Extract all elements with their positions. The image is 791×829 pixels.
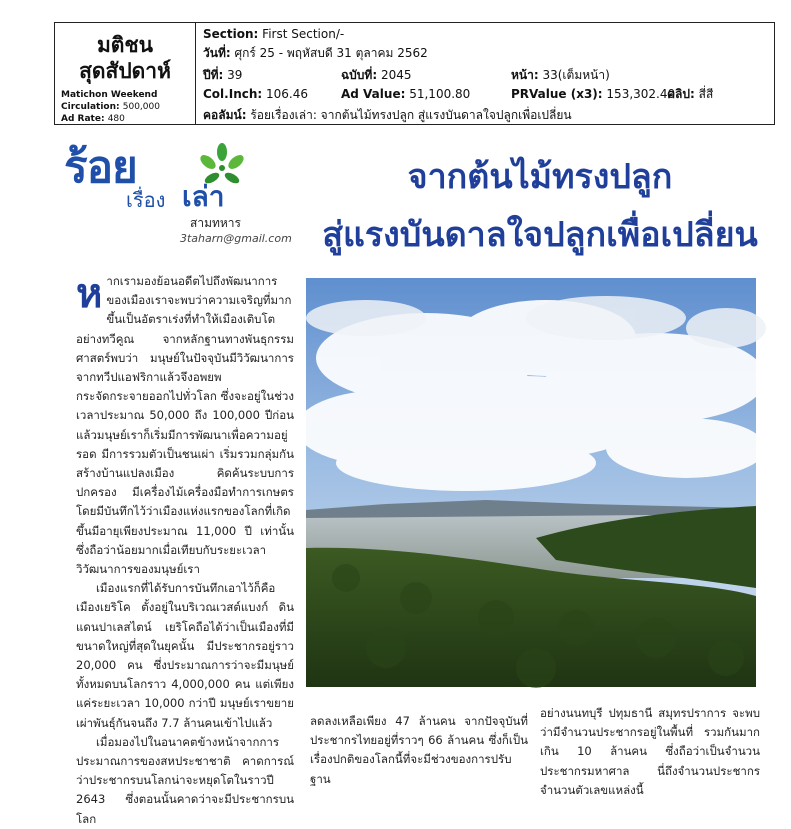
publication-logo	[55, 23, 196, 124]
article-column-left	[76, 271, 294, 826]
article-column-middle: ลดลงเหลือเพียง 47 ล้านคน จากปัจจุบันที่ประชากรไทยอยู่ที่ราวๆ 66 ล้านคน ซึ่งก็เป็นเรื่องปกติของโลกนี้ที่จะมีช่วงของการปรับฐาน	[310, 714, 528, 786]
article-column-right: อย่างนนทบุรี ปทุมธานี สมุทรปราการ จะพบว่ามีจำนวนประชากรอยู่ในพื้นที่ รวมกันมากเกิน 10 ล้านคน ซึ่งถือว่าเป็นจำนวนประชากรมหาศาล นี่ถึงจำนวนประชากรจำนวนตัวเลขแหล่งนี้	[540, 706, 760, 797]
column-logo-rueang: เรื่อง	[126, 188, 166, 212]
page-info: หน้า: 33(เต็มหน้า)	[511, 68, 610, 82]
clip-info: คลิป: สี่สี	[667, 87, 714, 101]
landscape-photo	[306, 278, 756, 687]
issue-info: ฉบับที่: 2045	[341, 68, 412, 82]
advalue-info: Ad Value: 51,100.80	[341, 87, 471, 101]
publication-en-name: Matichon Weekend	[61, 90, 158, 100]
column-logo-roi: ร้อย	[64, 142, 137, 193]
publication-name-line2: สุดสัปดาห์	[79, 59, 171, 83]
article-paragraph: เมื่อมองไปในอนาคตข้างหน้าจากการประมาณการของสหประชาชาติ คาดการณ์ว่าประชากรบนโลกน่าจะหยุดโตในราวปี 2643 ซึ่งตอนนั้นคาดว่าจะมีประชากรบนโลก	[76, 734, 294, 826]
column-info: คอลัมน์: ร้อยเรื่องเล่า: จากต้นไม้ทรงปลูก สู่แรงบันดาลใจปลูกเพื่อเปลี่ยน	[203, 108, 572, 122]
column-logo-lao: เล่า	[182, 180, 225, 213]
drop-cap: ห	[76, 271, 103, 317]
publication-name-line1: มติชน	[96, 33, 154, 57]
colinch-info: Col.Inch: 106.46	[203, 87, 309, 101]
article-paragraph: เมืองแรกที่ได้รับการบันทึกเอาไว้ก็คือ เมืองเยริโค ตั้งอยู่ในบริเวณเวสต์แบงก์ ดินแดนปาเลสไตน์ เยริโคถือได้ว่าเป็นเมืองที่มีขนาดใหญ่ที่สุดในยุคนั้น มีประชากรอยู่ราว 20,000 คน ซึ่งประมาณการว่าจะมีมนุษย์ทั้งหมดบนโลกราว 4,000,000 คน แต่เพียงแค่ระยะเวลา 10,000 กว่าปี มนุษย์เราขยายเผ่าพันธุ์กันจนถึง 7.7 ล้านคนเข้าไปแล้ว	[76, 581, 294, 730]
article-paragraph: หากเรามองย้อนอดีตไปถึงพัฒนาการของเมืองเราจะพบว่าความเจริญที่มากขึ้นเป็นอัตราเร่งที่ทำให้เมืองเติบโตอย่างทวีคูณ จากหลักฐานทางพันธุกรรมศาสตร์พบว่า มนุษย์ในปัจจุบันมีวิวัฒนาการจากทวีปแอฟริกาแล้วจึงอพยพกระจัดกระจายออกไปทั่วโลก ซึ่งจะอยู่ในช่วงเวลาประมาณ 50,000 ถึง 100,000 ปีก่อน แล้วมนุษย์เราก็เริ่มมีการพัฒนาเพื่อความอยู่รอด มีการรวมตัวเป็นชนเผ่า เริ่มรวมกลุ่มกันสร้างบ้านแปลงเมือง คิดค้นระบบการปกครอง มีเครื่องไม้เครื่องมือทำการเกษตร โดยมีบันทึกไว้ว่าเมืองแห่งแรกของโลกที่เกิดขึ้นมีอายุเพียงประมาณ 11,000 ปี เท่านั้น ซึ่งถือว่าน้อยมากเมื่อเทียบกับระยะเวลาวิวัฒนาการของมนุษย์เรา	[76, 271, 294, 577]
year-info: ปีที่: 39	[203, 68, 243, 82]
author-name: สามทหาร	[190, 216, 241, 230]
author-email: 3taharn@gmail.com	[180, 232, 292, 245]
article-title-line2: สู่แรงบันดาลใจปลูกเพื่อเปลี่ยน	[322, 215, 758, 255]
article-title-line1: จากต้นไม้ทรงปลูก	[407, 157, 673, 197]
date-info: วันที่: ศุกร์ 25 - พฤหัสบดี 31 ตุลาคม 2562	[203, 46, 428, 60]
clipping-header	[54, 22, 775, 125]
column-logo	[64, 142, 314, 262]
section-info: Section: First Section/-	[203, 27, 345, 41]
ad-rate: Ad Rate: 480	[61, 114, 125, 124]
prvalue-info: PRValue (x3): 153,302.40	[511, 87, 676, 101]
circulation: Circulation: 500,000	[61, 102, 160, 112]
